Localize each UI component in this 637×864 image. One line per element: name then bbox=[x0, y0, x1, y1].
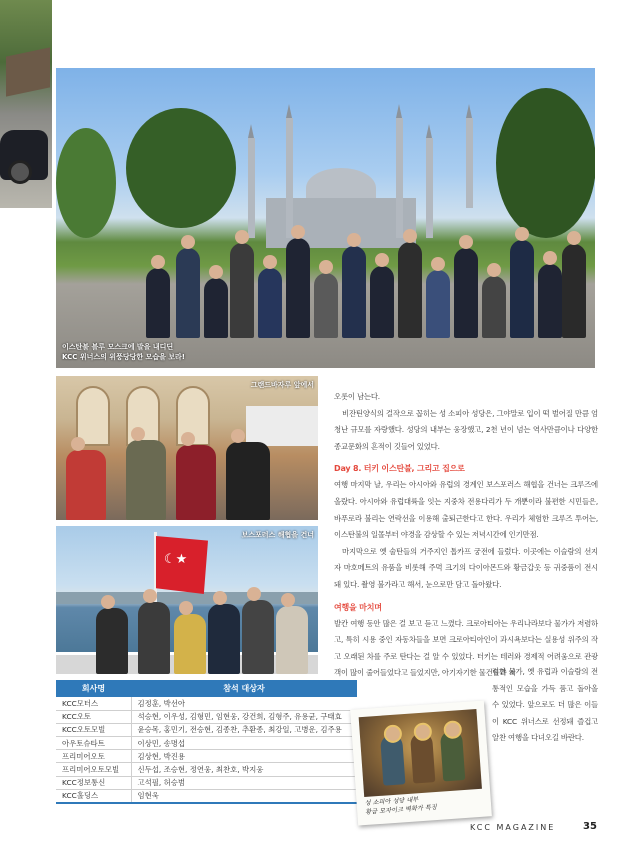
table-row bbox=[56, 763, 357, 776]
hero-caption-line1: 이스탄불 블루 모스크에 발을 내디딘 bbox=[62, 343, 174, 351]
company-cell: KCC모터스 bbox=[56, 697, 131, 710]
attendees-cell: 윤승목, 홍민기, 전승현, 김종찬, 추환종, 최강일, 고병운, 김주용 bbox=[131, 723, 357, 736]
person bbox=[96, 608, 128, 674]
attendees-cell: 김정훈, 박선아 bbox=[131, 697, 357, 710]
grand-bazaar-photo bbox=[56, 376, 318, 520]
table-row bbox=[56, 737, 357, 750]
bosphorus-photo bbox=[56, 526, 318, 674]
car-shape bbox=[0, 130, 48, 180]
table-row bbox=[56, 710, 357, 723]
person bbox=[126, 440, 166, 520]
table-row bbox=[56, 789, 357, 802]
company-cell: KCC오토 bbox=[56, 710, 131, 723]
article-paragraph: 비잔틴양식의 걸작으로 꼽히는 성 소피아 성당은, 그야말로 입이 떡 벌어질 만큼 엄청난 규모를 자랑했다. 성당의 내부는 웅장했고, 2천 년이 넘는 역사만큼이나 다양한 종교문화의 흔적이 깃들어 있었다. bbox=[334, 408, 598, 451]
house-roof bbox=[6, 47, 50, 96]
table-row bbox=[56, 776, 357, 789]
polaroid-note-line2: 황금 모자이크 벽화가 특징 bbox=[365, 804, 438, 816]
group-photo-blue-mosque bbox=[56, 68, 595, 368]
tree bbox=[56, 128, 116, 238]
attendees-cell: 석승현, 이우성, 김형민, 임현웅, 강건희, 김형주, 유용균, 구태효 bbox=[131, 710, 357, 723]
company-cell: 아우토슈타트 bbox=[56, 737, 131, 750]
table-header-row bbox=[56, 680, 357, 697]
company-cell: 프리미어오토 bbox=[56, 750, 131, 763]
polaroid-photo bbox=[350, 700, 492, 825]
column-header-company: 회사명 bbox=[56, 680, 131, 697]
table-row bbox=[56, 723, 357, 736]
person bbox=[276, 606, 308, 674]
person bbox=[208, 604, 240, 674]
previous-page-photo bbox=[0, 0, 52, 208]
person bbox=[176, 445, 216, 520]
turkish-flag bbox=[156, 536, 208, 594]
person bbox=[66, 450, 106, 520]
hero-caption-line2: KCC 위너스의 위풍당당한 모습을 보라! bbox=[62, 353, 185, 361]
article-paragraph: 오롯이 남는다. bbox=[334, 392, 380, 401]
table-row bbox=[56, 750, 357, 763]
attendees-cell: 김상현, 박진용 bbox=[131, 750, 357, 763]
page-number: 35 bbox=[583, 821, 597, 832]
article-paragraph: 발칸 여행 동안 많은 걸 보고 듣고 느꼈다. 크로아티아는 우리나라보다 물가가 저렴하고, 특히 시용 중인 자동차들을 보면 크로아티아인이 과시욕보다는 실용성 위주의 작고 오래된 차를 주로 탄다는 걸 알 수 있었다. 터키는 테러와 경제적 어려움으로 관광객이 많이 줄어들었다고 들었지만, 아기자기한 물건들과 저 bbox=[334, 618, 598, 678]
attendees-cell: 임현욱 bbox=[131, 789, 357, 802]
person bbox=[242, 600, 274, 674]
article-paragraph-continued: 렴한 물가, 옛 유럽과 이슬람의 전통적인 모습을 가득 품고 돌아올 수 있었다. 앞으로도 더 많은 이들이 KCC 위너스로 선정돼 즐겁고 알찬 여행을 다녀오길 바란다. bbox=[492, 667, 598, 743]
company-cell: KCC오토모빌 bbox=[56, 723, 131, 736]
company-cell: KCC정보통신 bbox=[56, 776, 131, 789]
section-heading: 여행을 마치며 bbox=[334, 602, 382, 612]
table-row bbox=[56, 697, 357, 710]
attendees-cell: 고석필, 허승범 bbox=[131, 776, 357, 789]
section-heading: Day 8. 터키 이스탄불, 그리고 집으로 bbox=[334, 464, 465, 474]
attendees-cell: 신두섭, 조승현, 정연웅, 최찬호, 박지웅 bbox=[131, 763, 357, 776]
article-paragraph: 마지막으로 옛 술탄들의 거주지인 톱카프 궁전에 들렀다. 이곳에는 이슬람의 선지자 마호메트의 유품을 비롯해 주먹 크기의 다이아몬드와 황금갑옷 등 귀중품이 전시돼 있다. 촬영 불가라고 해서, 눈으로만 담고 돌아왔다. bbox=[334, 546, 598, 589]
magazine-name: KCC MAGAZINE bbox=[470, 823, 556, 832]
bosphorus-photo-label: 보스포러스 해협을 건너 bbox=[241, 531, 314, 539]
person bbox=[226, 442, 270, 520]
hagia-sophia-mosaic bbox=[359, 709, 482, 797]
article-body bbox=[334, 389, 598, 682]
attendee-table bbox=[56, 680, 357, 804]
tour-group bbox=[146, 188, 586, 338]
hero-caption bbox=[62, 342, 185, 362]
person bbox=[138, 602, 170, 674]
column-header-attendees: 참석 대상자 bbox=[131, 680, 357, 697]
article-paragraph: 여행 마지막 날, 우리는 아시아와 유럽의 경계인 보스포러스 해협을 건너는 크루즈에 올랐다. 아시아와 유럽대륙을 잇는 지중차 전용다리가 두 개뿐이라 불편한 시민들은, 바푸로라 불리는 연락선을 이용해 출퇴근한다고 한다. 우리가 체험한 크루즈 투어는, 이스탄불의 일몰부터 야경을 감상할 수 있는 저녁시간에 인기만점. bbox=[334, 480, 598, 540]
person bbox=[174, 614, 206, 674]
bazaar-photo-label: 그랜드바자루 앞에서 bbox=[250, 381, 314, 389]
attendees-cell: 이상민, 송명섭 bbox=[131, 737, 357, 750]
company-cell: KCC홀딩스 bbox=[56, 789, 131, 802]
company-cell: 프리미어오토모빌 bbox=[56, 763, 131, 776]
polaroid-note-line1: 성 소피아 성당 내부 bbox=[364, 796, 419, 808]
